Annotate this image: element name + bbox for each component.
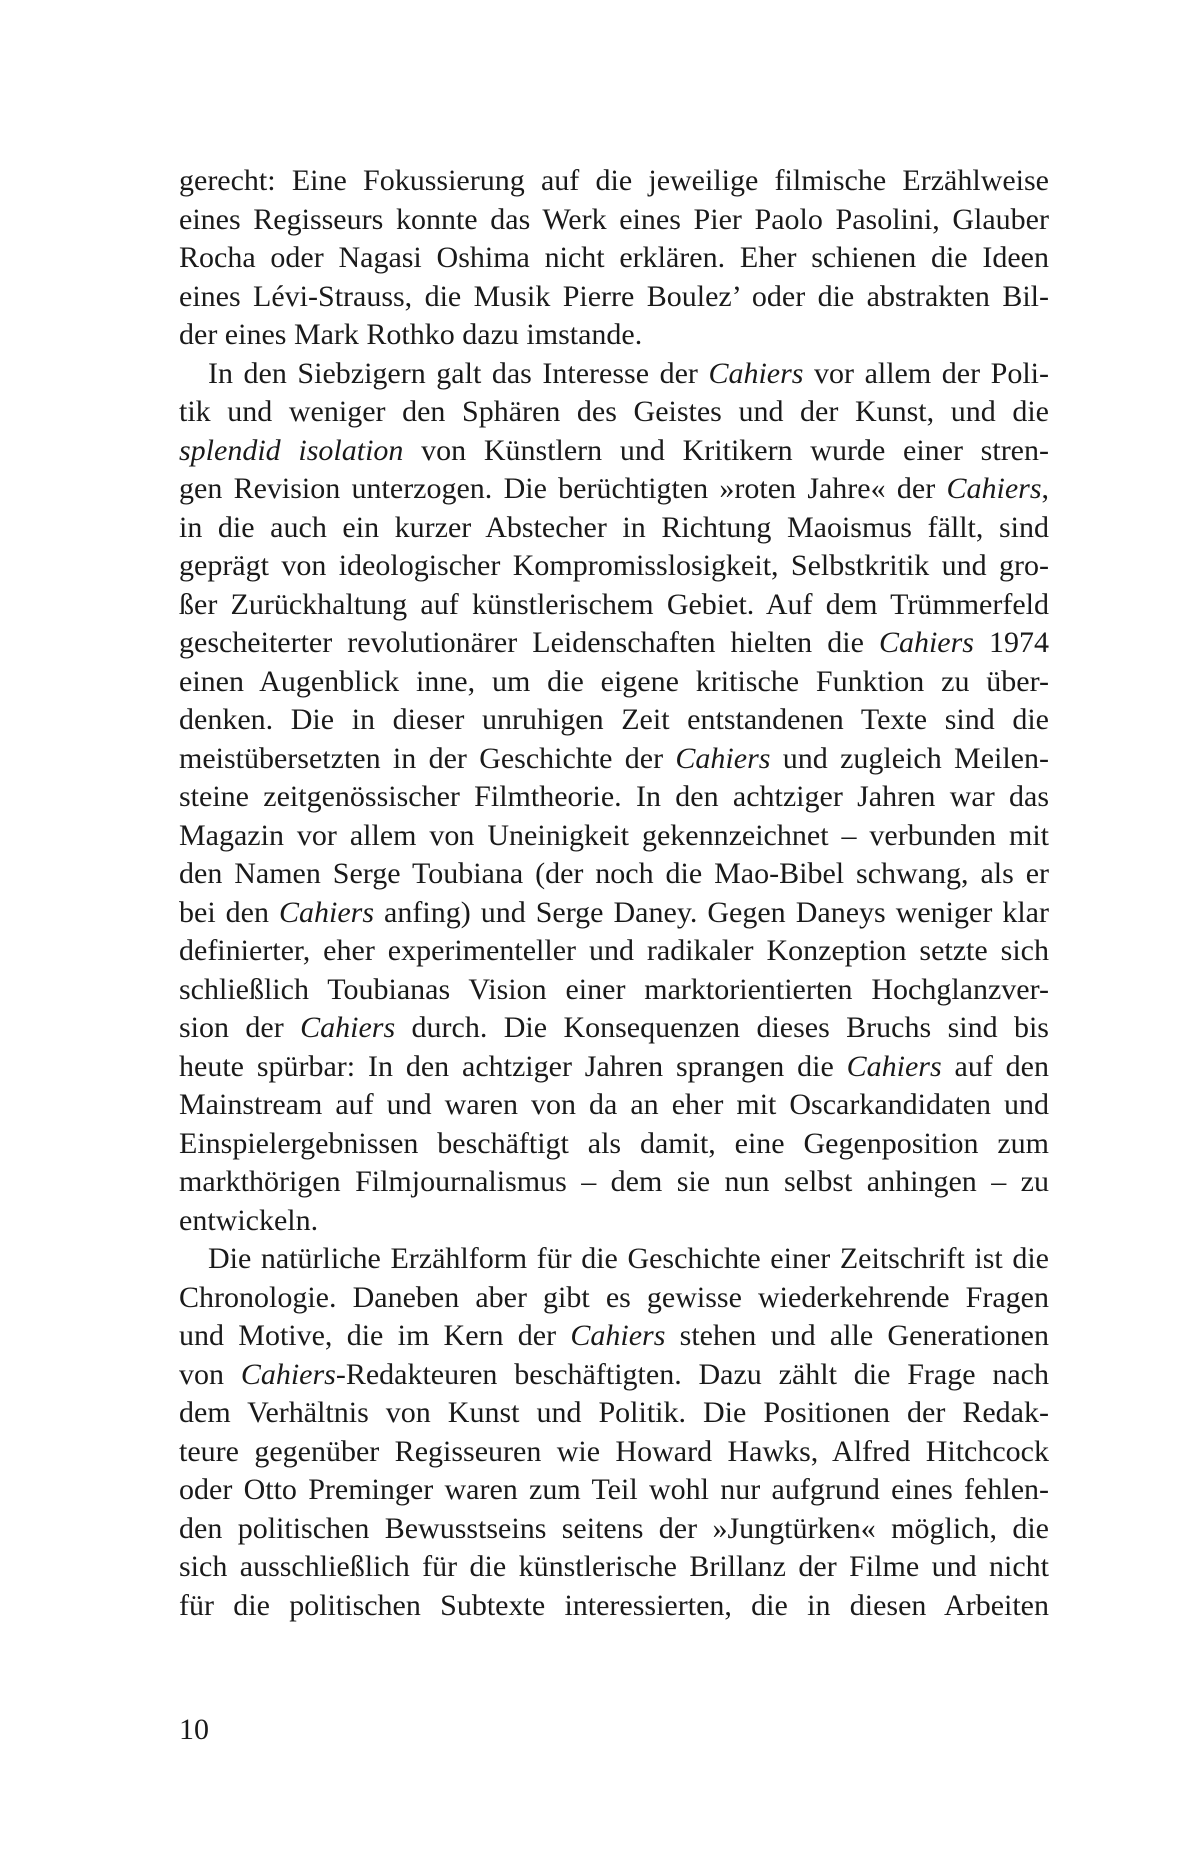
text-run: Magazin vor allem von Uneinigkeit gekennzeichnet – verbunden mit <box>179 818 1049 852</box>
text-run: oder Otto Preminger waren zum Teil wohl nur aufgrund eines fehlen- <box>179 1473 1049 1506</box>
text-line <box>179 932 1049 971</box>
text-line <box>179 1202 1049 1241</box>
text-line <box>179 1471 1049 1510</box>
text-line <box>179 509 1049 548</box>
text-run: denken. Die in dieser unruhigen Zeit entstandenen Texte sind die <box>179 703 1049 736</box>
text-run: in die auch ein kurzer Abstecher in Richtung Maoismus fällt, sind <box>179 510 1049 544</box>
text-line <box>179 1510 1049 1549</box>
text-line <box>179 162 1049 201</box>
text-run: stehen und alle Generationen <box>665 1319 1049 1352</box>
text-run: , <box>1041 472 1049 505</box>
text-line <box>179 1317 1049 1356</box>
text-run: teure gegenüber Regisseuren wie Howard Hawks, Alfred Hitchcock <box>179 1434 1049 1468</box>
text-line <box>179 1086 1049 1125</box>
text-run: eines Lévi-Strauss, die Musik Pierre Boulez’ oder die abstrakten Bil- <box>179 279 1049 313</box>
italic-text: Cahiers <box>240 1357 336 1391</box>
text-line <box>179 663 1049 702</box>
text-run: und Motive, die im Kern der <box>179 1319 571 1352</box>
text-line <box>179 971 1049 1010</box>
italic-text: splendid isolation <box>179 433 404 467</box>
text-line <box>179 201 1049 240</box>
text-run: anfing) und Serge Daney. Gegen Daneys weniger klar <box>374 895 1049 929</box>
text-run: Die natürliche Erzählform für die Geschichte einer Zeitschrift ist die <box>208 1242 1049 1275</box>
text-run: geprägt von ideologischer Kompromisslosigkeit, Selbstkritik und gro- <box>179 549 1049 582</box>
text-run: bei den <box>179 895 280 929</box>
text-run: für die politischen Subtexte interessierten, die in diesen Arbeiten <box>179 1588 1049 1622</box>
text-run: In den Siebzigern galt das Interesse der <box>208 356 709 390</box>
text-line <box>179 1587 1049 1626</box>
text-run: tik und weniger den Sphären des Geistes und der Kunst, und die <box>179 395 1049 428</box>
text-run: den Namen Serge Toubiana (der noch die Mao-Bibel schwang, als er <box>179 857 1049 890</box>
italic-text: Cahiers <box>279 895 375 929</box>
text-run: auf den <box>941 1049 1049 1083</box>
text-line <box>179 586 1049 625</box>
text-run: vor allem der Poli- <box>803 356 1049 390</box>
text-run: gerecht: Eine Fokussierung auf die jeweilige filmische Erzählweise <box>179 164 1049 197</box>
text-line <box>179 624 1049 663</box>
text-run: sich ausschließlich für die künstlerische Brillanz der Filme und nicht <box>179 1550 1049 1583</box>
text-run: den politischen Bewusstseins seitens der »Jungtürken« möglich, die <box>179 1511 1049 1545</box>
text-run: der eines Mark Rothko dazu imstande. <box>179 318 643 351</box>
text-line <box>179 1548 1049 1587</box>
text-run: und zugleich Meilen- <box>770 741 1049 775</box>
text-line <box>179 701 1049 740</box>
text-run: Rocha oder Nagasi Oshima nicht erklären. Eher schienen die Ideen <box>179 241 1049 274</box>
text-line <box>179 432 1049 471</box>
text-run: gescheiterter revolutionärer Leidenschaften hielten die <box>179 626 879 659</box>
page-number: 10 <box>179 1713 209 1746</box>
text-line <box>179 316 1049 355</box>
italic-text: Cahiers <box>675 741 771 775</box>
italic-text: Cahiers <box>846 1049 942 1083</box>
italic-text: Cahiers <box>708 356 804 390</box>
text-line <box>179 855 1049 894</box>
italic-text: Cahiers <box>878 626 974 659</box>
text-line <box>179 547 1049 586</box>
text-run: -Redakteuren beschäftigten. Dazu zählt die Frage nach <box>335 1357 1050 1391</box>
paragraph <box>179 355 1049 1241</box>
text-run: definierter, eher experimenteller und radikaler Konzeption setzte sich <box>179 934 1049 967</box>
text-line <box>179 1125 1049 1164</box>
text-line <box>179 1394 1049 1433</box>
text-line <box>179 278 1049 317</box>
text-line <box>179 778 1049 817</box>
text-line <box>179 355 1049 394</box>
text-run: dem Verhältnis von Kunst und Politik. Die Positionen der Redak- <box>179 1396 1049 1429</box>
text-run: von <box>179 1357 241 1391</box>
text-run: Chronologie. Daneben aber gibt es gewisse wiederkehrende Fragen <box>179 1280 1049 1314</box>
text-run: entwickeln. <box>179 1203 319 1237</box>
text-run: Mainstream auf und waren von da an eher mit Oscarkandidaten und <box>179 1088 1049 1121</box>
text-line <box>179 470 1049 509</box>
text-line <box>179 1279 1049 1318</box>
text-run: sion der <box>179 1011 301 1044</box>
text-run: Einspielergebnissen beschäftigt als damit, eine Gegenposition zum <box>179 1126 1049 1160</box>
text-run: 1974 <box>973 626 1050 659</box>
text-run: ßer Zurückhaltung auf künstlerischem Gebiet. Auf dem Trümmerfeld <box>179 587 1049 621</box>
text-run: markthörigen Filmjournalismus – dem sie nun selbst anhingen – zu <box>179 1165 1049 1198</box>
italic-text: Cahiers <box>570 1319 666 1352</box>
text-line <box>179 1240 1049 1279</box>
text-run: durch. Die Konsequenzen dieses Bruchs sind bis <box>395 1011 1049 1044</box>
text-run: eines Regisseurs konnte das Werk eines Pier Paolo Pasolini, Glauber <box>179 202 1049 236</box>
italic-text: Cahiers <box>946 472 1042 505</box>
italic-text: Cahiers <box>300 1011 396 1044</box>
text-run: steine zeitgenössischer Filmtheorie. In den achtziger Jahren war das <box>179 780 1049 813</box>
body-text <box>179 162 1049 1625</box>
text-line <box>179 740 1049 779</box>
text-line <box>179 393 1049 432</box>
text-run: schließlich Toubianas Vision einer marktorientierten Hochglanzver- <box>179 972 1049 1006</box>
text-line <box>179 1356 1049 1395</box>
text-line <box>179 1048 1049 1087</box>
text-line <box>179 894 1049 933</box>
text-line <box>179 1433 1049 1472</box>
text-run: gen Revision unterzogen. Die berüchtigten »roten Jahre« der <box>179 472 947 505</box>
paragraph <box>179 1240 1049 1625</box>
text-run: einen Augenblick inne, um die eigene kritische Funktion zu über- <box>179 664 1049 698</box>
text-run: heute spürbar: In den achtziger Jahren sprangen die <box>179 1049 847 1083</box>
text-line <box>179 817 1049 856</box>
paragraph <box>179 162 1049 355</box>
text-line <box>179 239 1049 278</box>
text-run: von Künstlern und Kritikern wurde einer stren- <box>403 433 1049 467</box>
text-line <box>179 1009 1049 1048</box>
text-run: meistübersetzten in der Geschichte der <box>179 741 676 775</box>
text-line <box>179 1163 1049 1202</box>
